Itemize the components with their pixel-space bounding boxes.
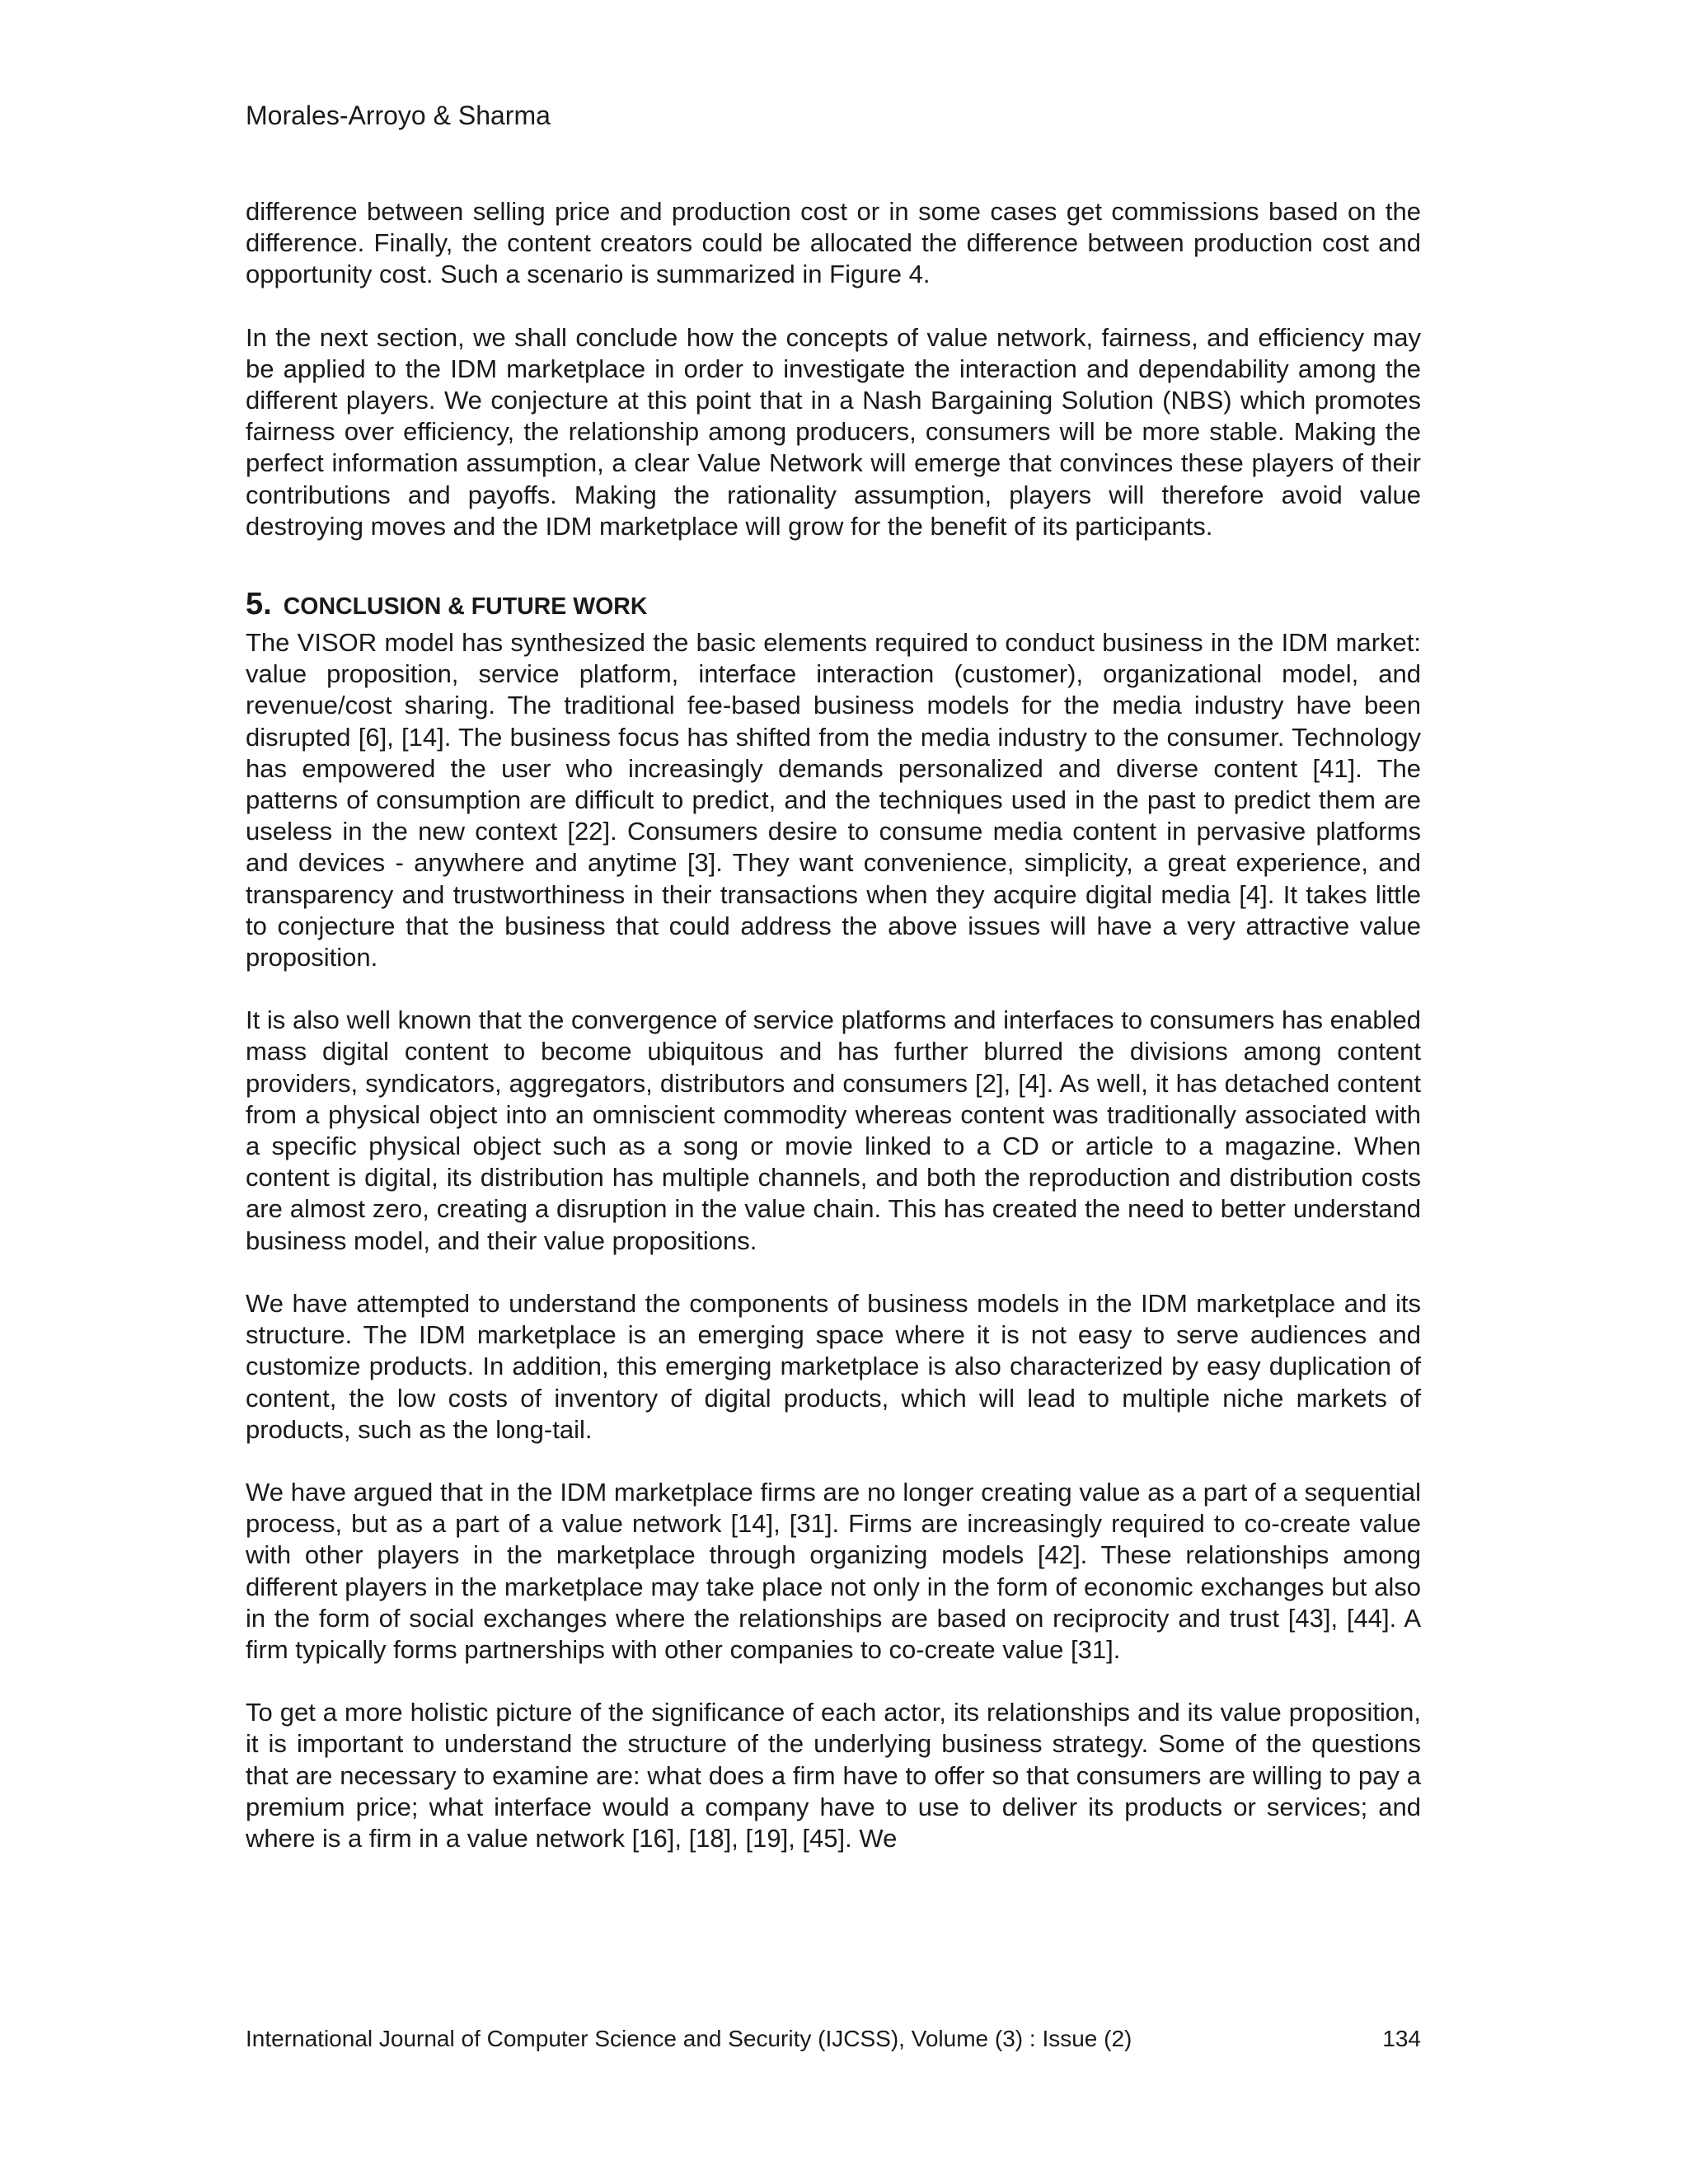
paragraph-components: We have attempted to understand the components of business models in the IDM marketplace and its structure. The IDM marketplace is an emerging space where it is not easy to serve audiences and customize products. In addition, this emerging marketplace is also characterized by easy duplication of content, the low costs of inventory of digital products, which will lead to multiple niche markets of products, such as the long-tail. bbox=[246, 1288, 1421, 1444]
paragraph-intro: difference between selling price and production cost or in some cases get commissions based on the difference. Finally, the content creators could be allocated the difference between production cost and opportunity cost. Such a scenario is summarized in Figure 4. bbox=[246, 197, 1421, 289]
section-title: CONCLUSION & FUTURE WORK bbox=[283, 593, 648, 621]
footer-journal: International Journal of Computer Science and Security (IJCSS), Volume (3) : Issue (2) bbox=[246, 2026, 1132, 2051]
running-head: Morales-Arroyo & Sharma bbox=[246, 101, 551, 130]
paper-page bbox=[246, 0, 1421, 2184]
page-footer bbox=[246, 2024, 1421, 2054]
paragraph-argued: We have argued that in the IDM marketplace firms are no longer creating value as a part of a sequential process, but as a part of a value network [14], [31]. Firms are increasingly required to co-create value with other players in the marketplace through organizing models [42]. These relationships among different players in the marketplace may take place not only in the form of economic exchanges but also in the form of social exchanges where the relationships are based on reciprocity and trust [43], [44]. A firm typically forms partnerships with other companies to co-create value [31]. bbox=[246, 1477, 1421, 1664]
page-number: 134 bbox=[1382, 2026, 1421, 2051]
section-number: 5. bbox=[246, 587, 272, 622]
paragraph-convergence: It is also well known that the convergence of service platforms and interfaces to consumers has enabled mass digital content to become ubiquitous and has further blurred the divisions among content providers, syndicators, aggregators, distributors and consumers [2], [4]. As well, it has detached content from a physical object into an omniscient commodity whereas content was traditionally associated with a specific physical object such as a song or movie linked to a CD or article to a magazine. When content is digital, its distribution has multiple channels, and both the reproduction and distribution costs are almost zero, creating a disruption in the value chain. This has created the need to better understand business model, and their value propositions. bbox=[246, 1005, 1421, 1255]
section-heading bbox=[246, 587, 1421, 622]
paragraph-next-section: In the next section, we shall conclude how the concepts of value network, fairness, and efficiency may be applied to the IDM marketplace in order to investigate the interaction and dependability among the different players. We conjecture at this point that in a Nash Bargaining Solution (NBS) which promotes fairness over efficiency, the relationship among producers, consumers will be more stable. Making the perfect information assumption, a clear Value Network will emerge that convinces these players of their contributions and payoffs. Making the rationality assumption, players will therefore avoid value destroying moves and the IDM marketplace will grow for the benefit of its participants. bbox=[246, 322, 1421, 541]
body-text bbox=[246, 196, 1421, 1886]
paragraph-holistic: To get a more holistic picture of the significance of each actor, its relationships and its value proposition, it is important to understand the structure of the underlying business strategy. Some of the questions that are necessary to examine are: what does a firm have to offer so that consumers are willing to pay a premium price; what interface would a company have to use to deliver its products or services; and where is a firm in a value network [16], [18], [19], [45]. We bbox=[246, 1698, 1421, 1853]
paragraph-visor: The VISOR model has synthesized the basic elements required to conduct business in the IDM market: value proposition, service platform, interface interaction (customer), organizational model, and revenue/cost sharing. The traditional fee-based business models for the media industry have been disrupted [6], [14]. The business focus has shifted from the media industry to the consumer. Technology has empowered the user who increasingly demands personalized and diverse content [41]. The patterns of consumption are difficult to predict, and the techniques used in the past to predict them are useless in the new context [22]. Consumers desire to consume media content in pervasive platforms and devices - anywhere and anytime [3]. They want convenience, simplicity, a great experience, and transparency and trustworthiness in their transactions when they acquire digital media [4]. It takes little to conjecture that the business that could address the above issues will have a very attractive value proposition. bbox=[246, 628, 1421, 972]
